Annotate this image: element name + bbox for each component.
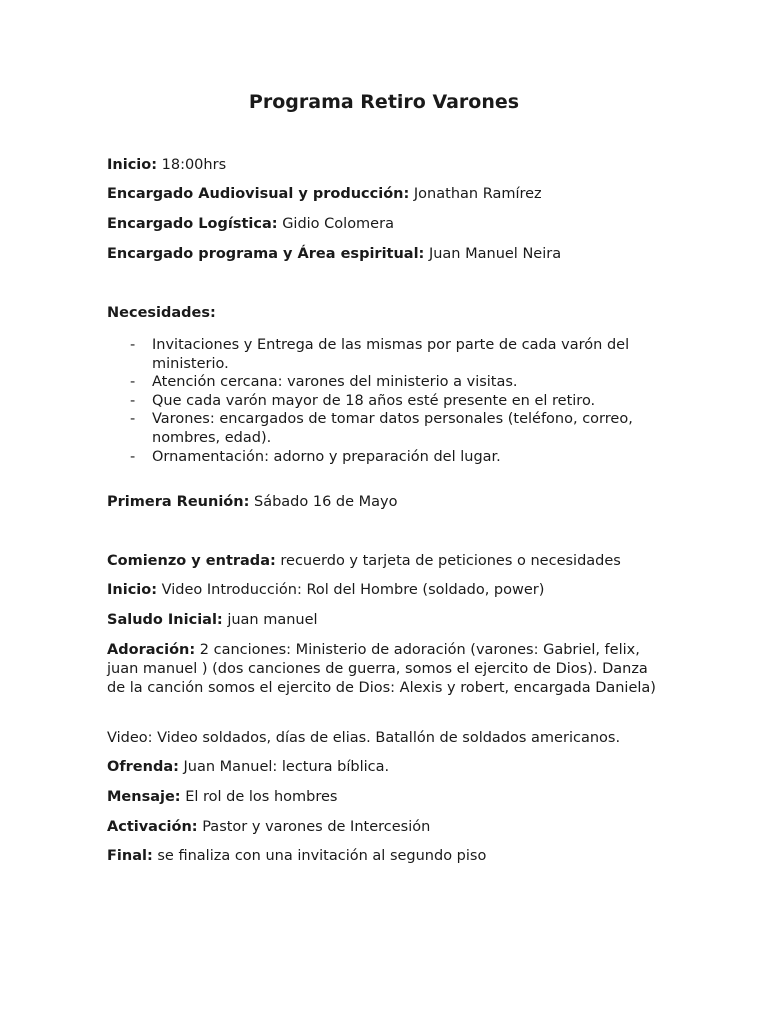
first-meeting-label: Primera Reunión:	[107, 494, 250, 510]
program-start	[107, 581, 667, 600]
program-offering	[107, 758, 667, 777]
program-value: Pastor y varones de Intercesión	[202, 819, 431, 835]
program-label: Inicio:	[107, 582, 158, 598]
program-label: Ofrenda:	[107, 759, 179, 775]
info-label: Encargado Audiovisual y producción:	[107, 186, 410, 202]
program-value: Video: Video soldados, días de elias. Batallón de soldados americanos.	[107, 730, 621, 746]
program-value: El rol de los hombres	[185, 789, 338, 805]
program-message	[107, 788, 667, 807]
list-item-text: Atención cercana: varones del ministerio a visitas.	[152, 374, 518, 391]
bullet-dash: -	[130, 337, 136, 353]
program-value: 2 canciones: Ministerio de adoración (varones: Gabriel, felix, juan manuel ) (dos canciones de guerra, somos el ejercito de Dios). Danza de la canción somos el ejercito de Dios: Alexis y robert, encargada Daniela)	[107, 642, 656, 696]
list-item	[130, 410, 660, 447]
program-value: Juan Manuel: lectura bíblica.	[183, 759, 390, 775]
list-item-text: Invitaciones y Entrega de las mismas por parte de cada varón del ministerio.	[152, 337, 630, 372]
info-audiovisual	[107, 185, 667, 204]
list-item-text: Que cada varón mayor de 18 años esté presente en el retiro.	[152, 392, 596, 409]
list-item	[130, 448, 660, 467]
info-value: Jonathan Ramírez	[413, 186, 542, 202]
program-value: recuerdo y tarjeta de peticiones o necesidades	[280, 553, 621, 569]
document-title: Programa Retiro Varones	[248, 91, 520, 113]
first-meeting-value: Sábado 16 de Mayo	[253, 494, 398, 510]
list-item	[130, 373, 660, 392]
info-program-spiritual	[107, 245, 667, 264]
list-item-text: Ornamentación: adorno y preparación del lugar.	[152, 448, 501, 465]
bullet-dash: -	[130, 411, 136, 428]
info-value: 18:00hrs	[161, 157, 227, 173]
program-label: Mensaje:	[107, 789, 181, 805]
info-value: Juan Manuel Neira	[428, 246, 562, 262]
program-worship	[107, 641, 667, 698]
program-label: Adoración:	[107, 642, 196, 658]
program-greeting	[107, 611, 667, 630]
program-label: Activación:	[107, 819, 198, 835]
bullet-dash: -	[130, 448, 136, 465]
program-value: juan manuel	[227, 612, 318, 628]
program-value: Video Introducción: Rol del Hombre (soldado, power)	[161, 582, 545, 598]
program-label: Saludo Inicial:	[107, 612, 223, 628]
program-final	[107, 847, 667, 866]
first-meeting	[107, 493, 667, 512]
list-item	[130, 336, 660, 373]
needs-heading	[107, 304, 667, 323]
info-start-time	[107, 156, 667, 175]
program-label: Final:	[107, 848, 153, 864]
list-item-text: Varones: encargados de tomar datos personales (teléfono, correo, nombres, edad).	[152, 411, 633, 446]
info-logistics	[107, 215, 667, 234]
list-item	[130, 392, 660, 411]
info-value: Gidio Colomera	[282, 216, 394, 232]
info-label: Inicio:	[107, 157, 158, 173]
program-activation	[107, 818, 667, 837]
bullet-dash: -	[130, 374, 136, 391]
program-value: se finaliza con una invitación al segundo piso	[157, 848, 487, 864]
program-entrance	[107, 552, 667, 571]
program-label: Comienzo y entrada:	[107, 553, 276, 569]
info-label: Encargado Logística:	[107, 216, 278, 232]
program-video	[107, 729, 667, 748]
needs-heading-label: Necesidades:	[107, 305, 216, 321]
needs-list	[130, 336, 660, 466]
info-label: Encargado programa y Área espiritual:	[107, 246, 425, 262]
bullet-dash: -	[130, 392, 136, 409]
